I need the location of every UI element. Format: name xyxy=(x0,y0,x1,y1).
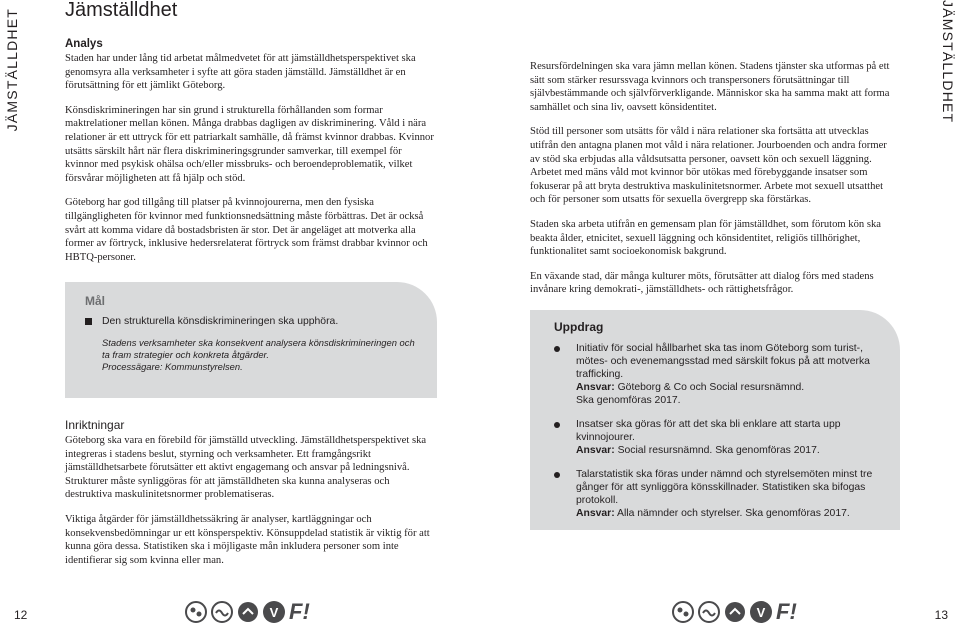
inriktningar-paragraph-1: Göteborg ska vara en förebild för jämställd utveckling. Jämställdhetsperspektivet ska integreras i stadens beslut, styrning och verksamheter. Ett framgångsrikt jämställdhetsarbete förutsätter ett aktivt engagemang och ansvar på ledningsnivå. Strukturer måste synliggöras för att jämställdheten ska kunna analyseras och destruktiva maskulinitetsnormer problematiseras. xyxy=(65,435,427,501)
ansvar-label: Ansvar: xyxy=(576,382,615,393)
bullet-icon xyxy=(554,472,560,478)
v-logo-icon: V xyxy=(750,601,772,623)
ansvar-value: Social resursnämnd. Ska genomföras 2017. xyxy=(614,445,820,456)
uppdrag-item xyxy=(554,418,882,457)
uppdrag-deadline: Ska genomföras 2017. xyxy=(576,395,681,406)
bullet-icon xyxy=(554,422,560,428)
uppdrag-item-text: Initiativ för social hållbarhet ska tas inom Göteborg som turist-, mötes- och evenemangsstad med särskilt fokus på att motverka trafficking. xyxy=(576,343,870,380)
right-paragraph-4: En växande stad, där många kulturer möts, förutsätter att dialog förs med stadens invånare kring demokrati-, jämställdhets- och rättighetsfrågor. xyxy=(530,270,874,296)
analys-heading: Analys xyxy=(65,38,103,50)
ansvar-label: Ansvar: xyxy=(576,508,615,519)
uppdrag-title: Uppdrag xyxy=(554,320,604,334)
mal-owner-value: Kommunstyrelsen. xyxy=(162,361,243,373)
wave-logo-icon xyxy=(211,601,233,623)
right-paragraph-1: Resursfördelningen ska vara jämn mellan könen. Stadens tjänster ska utformas på ett sätt som stärker resurssvaga kvinnors och transpersoners förutsättningar till självbestämmande och självförverkligande. Människor ska ha samma makt att forma samhället och sina liv, oavsett könsidentitet. xyxy=(530,61,890,113)
mal-owner-label: Processägare: xyxy=(102,361,163,373)
mal-box xyxy=(65,282,437,398)
analys-paragraph-2: Könsdiskrimineringen har sin grund i strukturella förhållanden som formar maktrelationer mellan könen. Många drabbas dagligen av diskriminering. Våld i nära relationer är ett uttryck för ett patriarkalt samhälle, då främst kvinnor drabbas. Kvinnor utsätts särskilt hårt när flera diskrimineringsgrunder samverkar, till exempel för kvinnor med psykisk ohälsa och/eller missbruks- och beroendeproblematik, vilket försvårar möjligheten att få hjälp och stöd. xyxy=(65,104,434,184)
mal-title: Mål xyxy=(85,294,106,308)
analys-section xyxy=(65,38,435,275)
bullet-icon xyxy=(554,346,560,352)
bird-logo-icon xyxy=(724,601,746,623)
mal-note-text: Stadens verksamheter ska konsekvent analysera könsdiskrimineringen och ta fram strategier och konkreta åtgärder. xyxy=(102,337,415,361)
footer-logos-right xyxy=(672,600,797,624)
inriktningar-section xyxy=(65,418,437,578)
page-title: Jämställdhet xyxy=(65,0,178,21)
analys-paragraph-1: Staden har under lång tid arbetat målmedvetet för att jämställdhetsperspektivet ska genomsyra alla verksamheter i syfte att göra staden jämställd. Jämställdhet är en förutsättning för ett jämlikt Göteborg. xyxy=(65,53,416,92)
right-column-text xyxy=(530,60,895,308)
mal-goal xyxy=(85,316,425,327)
analys-paragraph-3: Göteborg har god tillgång till platser på kvinnojourerna, men den fysiska tillgängligheten för kvinnor med funktionsnedsättning måste förbättras. Det är också svårt att komma vidare då bostadsbristen är stor. Det är angeläget att motverka alla former av förtryck, inklusive hedersrelaterat förtryck som främst drabbar kvinnor och HBTQ-personer. xyxy=(65,197,428,263)
f-logo-icon: F! xyxy=(289,599,310,624)
ansvar-value: Göteborg & Co och Social resursnämnd. xyxy=(614,382,805,393)
footer-logos-left xyxy=(185,600,310,624)
inriktningar-heading: Inriktningar xyxy=(65,418,125,432)
ansvar-label: Ansvar: xyxy=(576,445,615,456)
spine-label-right: JÄMSTÄLLDHET xyxy=(940,0,956,124)
square-bullet-icon xyxy=(85,318,92,325)
uppdrag-box xyxy=(530,310,900,530)
ansvar-value: Alla nämnder och styrelser. Ska genomföras 2017. xyxy=(614,508,850,519)
uppdrag-item xyxy=(554,468,882,520)
figure-logo-icon xyxy=(672,601,694,623)
uppdrag-item-text: Insatser ska göras för att det ska bli enklare att starta upp kvinnojourer. xyxy=(576,419,841,443)
inriktningar-paragraph-2: Viktiga åtgärder för jämställdhetssäkring är analyser, kartläggningar och konsekvensbedömningar ur ett könsperspektiv. Könsuppdelad statistik är viktig för att kunna göra dessa. Statistiken ska i möjligaste mån inkludera personer som inte identifierar sig som kvinna eller man. xyxy=(65,513,430,566)
uppdrag-item-text: Talarstatistik ska föras under nämnd och styrelsemöten minst tre gånger för att synliggöra könsskillnader. Statistiken ska bifogas protokoll. xyxy=(576,469,873,506)
page-number-right: 13 xyxy=(934,608,948,622)
mal-note xyxy=(85,337,425,374)
mal-goal-text: Den strukturella könsdiskrimineringen ska upphöra. xyxy=(102,316,339,327)
uppdrag-item xyxy=(554,342,882,407)
v-logo-icon: V xyxy=(263,601,285,623)
f-logo-icon: F! xyxy=(776,599,797,624)
spine-label-left: JÄMSTÄLLDHET xyxy=(4,8,20,132)
right-paragraph-3: Staden ska arbeta utifrån en gemensam plan för jämställdhet, som förutom kön ska beakta ålder, etnicitet, sexuell läggning och könsidentitet, religiös tillhörighet, funktionalitet samt socioekonomisk bakgrund. xyxy=(530,218,881,258)
right-paragraph-2: Stöd till personer som utsätts för våld i nära relationer ska fortsätta att utvecklas utifrån den antagna planen mot våld i nära relationer. Jourboenden och andra former av stöd ska erbjudas alla våldsutsatta personer, oavsett kön och sexuell läggning. Arbetet med mäns våld mot kvinnor bör utökas med förebyggande insatser som fokuserar på att bryta destruktiva maskulinitetsnormer. Arbete mot sexuell utsatthet och för personer som utsatts för sexuella övergrepp ska förstärkas. xyxy=(530,126,887,206)
wave-logo-icon xyxy=(698,601,720,623)
figure-logo-icon xyxy=(185,601,207,623)
bird-logo-icon xyxy=(237,601,259,623)
page-number-left: 12 xyxy=(14,608,28,622)
